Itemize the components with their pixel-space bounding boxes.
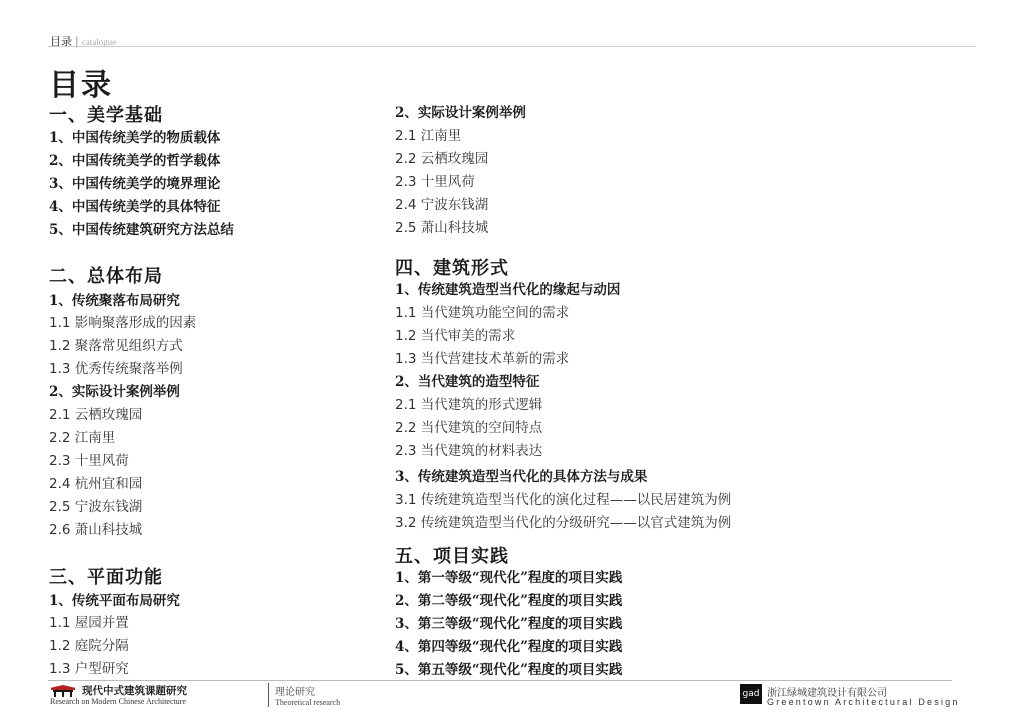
footer-section-cn: 理论研究: [275, 687, 315, 698]
company-name-en: Greentown Architectural Design: [767, 697, 960, 707]
toc-subitem[interactable]: 3.1 传统建筑造型当代化的演化过程——以民居建筑为例: [395, 492, 732, 508]
toc-item[interactable]: 1、中国传统美学的物质载体: [49, 130, 221, 146]
toc-item[interactable]: 5、第五等级“现代化”程度的项目实践: [395, 662, 623, 678]
toc-subitem[interactable]: 2.4 宁波东钱湖: [395, 197, 489, 213]
toc-subitem[interactable]: 2.5 宁波东钱湖: [49, 499, 143, 515]
toc-subitem[interactable]: 1.1 屋园并置: [49, 615, 129, 631]
toc-subitem[interactable]: 1.3 优秀传统聚落举例: [49, 361, 183, 377]
header-separator: |: [75, 35, 79, 48]
toc-item[interactable]: 2、第二等级“现代化”程度的项目实践: [395, 593, 623, 609]
toc-item[interactable]: 1、传统平面布局研究: [49, 593, 180, 609]
toc-item[interactable]: 3、传统建筑造型当代化的具体方法与成果: [395, 469, 648, 485]
section-5-title: 五、项目实践: [395, 546, 509, 567]
footer-divider: [48, 680, 952, 681]
toc-item[interactable]: 1、第一等级“现代化”程度的项目实践: [395, 570, 623, 586]
toc-subitem[interactable]: 1.1 当代建筑功能空间的需求: [395, 305, 570, 321]
header-divider: [48, 46, 976, 47]
toc-subitem[interactable]: 2.3 十里风荷: [395, 174, 475, 190]
company-name-cn: 浙江绿城建筑设计有限公司: [767, 688, 887, 699]
footer-project-en: Research on Modern Chinese Architecture: [50, 697, 186, 706]
toc-subitem[interactable]: 1.1 影响聚落形成的因素: [49, 315, 197, 331]
section-4-title: 四、建筑形式: [395, 258, 509, 279]
section-2-title: 二、总体布局: [49, 266, 163, 287]
toc-subitem[interactable]: 2.6 萧山科技城: [49, 522, 143, 538]
toc-item[interactable]: 5、中国传统建筑研究方法总结: [49, 222, 234, 238]
toc-subitem[interactable]: 1.3 户型研究: [49, 661, 129, 677]
toc-subitem[interactable]: 1.2 当代审美的需求: [395, 328, 516, 344]
toc-item[interactable]: 4、中国传统美学的具体特征: [49, 199, 221, 215]
toc-subitem[interactable]: 2.2 当代建筑的空间特点: [395, 420, 543, 436]
footer-section-en: Theoretical research: [275, 698, 341, 707]
toc-item[interactable]: 2、当代建筑的造型特征: [395, 374, 540, 390]
toc-item[interactable]: 2、中国传统美学的哲学载体: [49, 153, 221, 169]
toc-subitem[interactable]: 2.4 杭州宜和园: [49, 476, 143, 492]
toc-subitem[interactable]: 2.3 十里风荷: [49, 453, 129, 469]
gad-logo: gad: [740, 684, 762, 704]
toc-subitem[interactable]: 2.1 当代建筑的形式逻辑: [395, 397, 543, 413]
toc-item[interactable]: 3、中国传统美学的境界理论: [49, 176, 221, 192]
toc-subitem[interactable]: 2.2 江南里: [49, 430, 116, 446]
toc-subitem[interactable]: 2.1 云栖玫瑰园: [49, 407, 143, 423]
section-3-title: 三、平面功能: [49, 567, 163, 588]
toc-subitem[interactable]: 1.2 聚落常见组织方式: [49, 338, 183, 354]
toc-item[interactable]: 4、第四等级“现代化”程度的项目实践: [395, 639, 623, 655]
header-title-en: catalogue: [81, 37, 117, 47]
toc-item[interactable]: 2、实际设计案例举例: [49, 384, 180, 400]
toc-item[interactable]: 1、传统聚落布局研究: [49, 293, 180, 309]
toc-item[interactable]: 1、传统建筑造型当代化的缘起与动因: [395, 282, 621, 298]
toc-subitem[interactable]: 2.1 江南里: [395, 128, 462, 144]
toc-item[interactable]: 3、第三等级“现代化”程度的项目实践: [395, 616, 623, 632]
toc-subitem[interactable]: 2.5 萧山科技城: [395, 220, 489, 236]
toc-subitem[interactable]: 1.2 庭院分隔: [49, 638, 129, 654]
header-title-cn: 目录: [50, 35, 72, 48]
toc-item[interactable]: 2、实际设计案例举例: [395, 105, 526, 121]
toc-subitem[interactable]: 2.2 云栖玫瑰园: [395, 151, 489, 167]
toc-subitem[interactable]: 1.3 当代营建技术革新的需求: [395, 351, 570, 367]
toc-subitem[interactable]: 3.2 传统建筑造型当代化的分级研究——以官式建筑为例: [395, 515, 732, 531]
section-1-title: 一、美学基础: [49, 105, 163, 126]
footer-section: [268, 683, 340, 707]
page-title: 目录: [49, 68, 113, 103]
toc-subitem[interactable]: 2.3 当代建筑的材料表达: [395, 443, 543, 459]
footer-project-cn: 现代中式建筑课题研究: [82, 685, 187, 697]
